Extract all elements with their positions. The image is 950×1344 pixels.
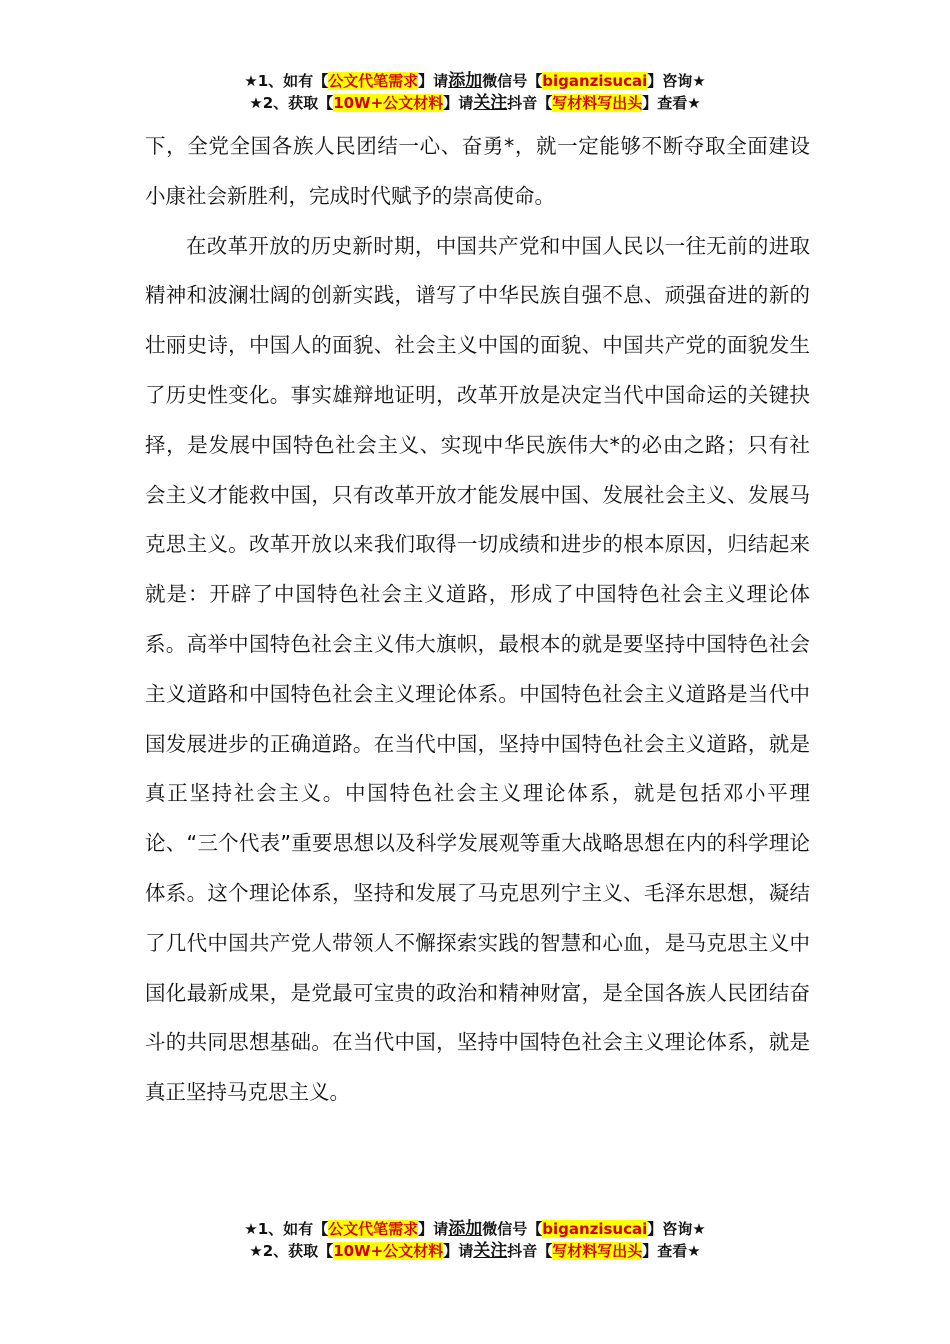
highlight-wechat-id: biganzisucai <box>542 1220 648 1238</box>
promo-line-2: ★2、获取【10W+公文材料】请关注抖音【写材料写出头】查看★ <box>249 1241 701 1261</box>
highlight-douyin-account: 写材料写出头 <box>552 94 643 112</box>
footer-promo-banner <box>0 1218 950 1262</box>
header-promo-banner <box>0 70 950 114</box>
promo-line-1: ★1、如有【公文代笔需求】请添加微信号【biganzisucai】咨询★ <box>244 1219 706 1239</box>
highlight-douyin-account: 写材料写出头 <box>552 1242 643 1260</box>
highlight-materials: 10W+公文材料 <box>333 94 444 112</box>
document-body <box>145 122 810 1118</box>
underlined-add: 添加 <box>448 71 483 91</box>
highlight-materials: 10W+公文材料 <box>333 1242 444 1260</box>
underlined-follow: 关注 <box>473 93 508 113</box>
highlight-wechat-id: biganzisucai <box>542 72 648 90</box>
paragraph-reform-opening: 在改革开放的历史新时期，中国共产党和中国人民以一往无前的进取精神和波澜壮阔的创新实践，谱写了中华民族自强不息、顽强奋进的新的壮丽史诗，中国人的面貌、社会主义中国的面貌、中国共产党的面貌发生了历史性变化。事实雄辩地证明，改革开放是决定当代中国命运的关键抉择，是发展中国特色社会主义、实现中华民族伟大*的必由之路；只有社会主义才能救中国，只有改革开放才能发展中国、发展社会主义、发展马克思主义。改革开放以来我们取得一切成绩和进步的根本原因，归结起来就是：开辟了中国特色社会主义道路，形成了中国特色社会主义理论体系。高举中国特色社会主义伟大旗帜，最根本的就是要坚持中国特色社会主义道路和中国特色社会主义理论体系。中国特色社会主义道路是当代中国发展进步的正确道路。在当代中国，坚持中国特色社会主义道路，就是真正坚持社会主义。中国特色社会主义理论体系，就是包括邓小平理论、“三个代表”重要思想以及科学发展观等重大战略思想在内的科学理论体系。这个理论体系，坚持和发展了马克思列宁主义、毛泽东思想，凝结了几代中国共产党人带领人不懈探索实践的智慧和心血，是马克思主义中国化最新成果，是党最可宝贵的政治和精神财富，是全国各族人民团结奋斗的共同思想基础。在当代中国，坚持中国特色社会主义理论体系，就是真正坚持马克思主义。 <box>145 233 810 1105</box>
underlined-add: 添加 <box>448 1219 483 1239</box>
paragraph-continuation: 下，全党全国各族人民团结一心、奋勇*，就一定能够不断夺取全面建设小康社会新胜利，完成时代赋予的崇高使命。 <box>145 134 810 208</box>
promo-line-1: ★1、如有【公文代笔需求】请添加微信号【biganzisucai】咨询★ <box>244 71 706 91</box>
highlight-ghostwriting: 公文代笔需求 <box>328 1220 419 1238</box>
underlined-follow: 关注 <box>473 1241 508 1261</box>
highlight-ghostwriting: 公文代笔需求 <box>328 72 419 90</box>
promo-line-2: ★2、获取【10W+公文材料】请关注抖音【写材料写出头】查看★ <box>249 93 701 113</box>
